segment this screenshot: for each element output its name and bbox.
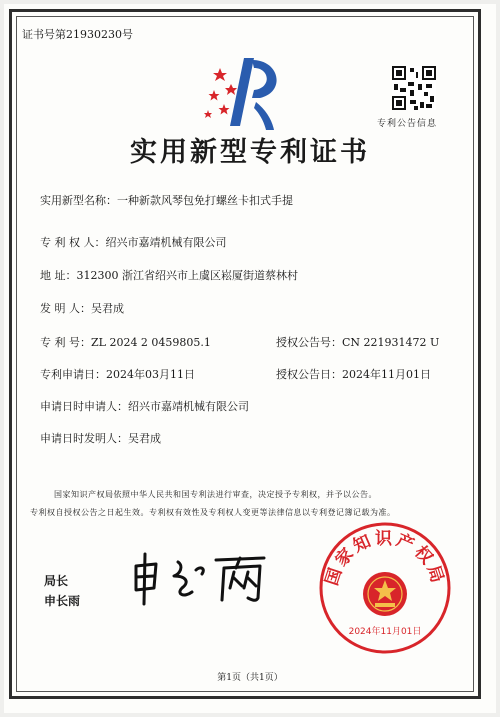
address-row	[40, 267, 298, 283]
field-value: 一种新款风琴包免打螺丝卡扣式手提	[117, 194, 293, 207]
notice-line-2: 专利权自授权公告之日起生效。专利权有效性及专利权人变更等法律信息以专利登记簿记载为准。	[30, 508, 396, 517]
grant-date-row	[276, 366, 431, 382]
field-value: 吴君成	[91, 302, 124, 315]
field-value: 绍兴市嘉靖机械有限公司	[105, 236, 227, 249]
application-date-row	[40, 366, 195, 382]
utility-model-name-row	[40, 192, 293, 208]
signatory-title: 局长	[44, 574, 69, 588]
field-label: 授权公告号：	[276, 336, 342, 349]
field-label: 专 利 号：	[40, 336, 91, 349]
page-number: 第1页（共1页）	[217, 673, 283, 683]
cnipa-logo-icon	[200, 52, 300, 134]
field-value: 绍兴市嘉靖机械有限公司	[128, 400, 249, 413]
field-label: 授权公告日：	[276, 368, 342, 381]
handwritten-signature	[130, 548, 270, 608]
field-label: 申请日时申请人：	[40, 400, 128, 413]
qr-label: 专利公告信息	[377, 119, 438, 129]
seal-date: 2024年11月01日	[348, 627, 422, 637]
signatory-name: 申长雨	[44, 594, 81, 608]
official-seal	[317, 520, 453, 656]
grant-number-row	[276, 334, 439, 350]
notice-line-1: 国家知识产权局依照中华人民共和国专利法进行审查，决定授予专利权，并予以公告。	[54, 490, 377, 499]
field-label: 发 明 人：	[40, 302, 91, 315]
field-label: 地 址：	[40, 269, 77, 282]
field-value: ZL 2024 2 0459805.1	[91, 336, 211, 349]
seal-text: 国家知识产权局	[322, 529, 448, 589]
patentee-row	[40, 234, 227, 250]
patent-number-row	[40, 334, 211, 350]
field-value: CN 221931472 U	[342, 336, 440, 349]
field-value: 312300 浙江省绍兴市上虞区崧厦街道蔡林村	[76, 269, 298, 282]
field-label: 专 利 权 人：	[40, 236, 106, 249]
certificate-number: 证书号第21930230号	[22, 28, 133, 41]
qr-code-icon[interactable]	[392, 66, 436, 110]
field-value: 吴君成	[128, 432, 161, 445]
document-title: 实用新型专利证书	[130, 137, 370, 168]
field-value: 2024年11月01日	[342, 368, 431, 381]
inventor-row	[40, 300, 124, 316]
field-label: 申请日时发明人：	[40, 432, 128, 445]
field-label: 实用新型名称：	[40, 194, 117, 207]
field-value: 2024年03月11日	[106, 368, 195, 381]
applicant-row	[40, 398, 249, 414]
applicant-inventor-row	[40, 430, 161, 446]
field-label: 专利申请日：	[40, 368, 106, 381]
